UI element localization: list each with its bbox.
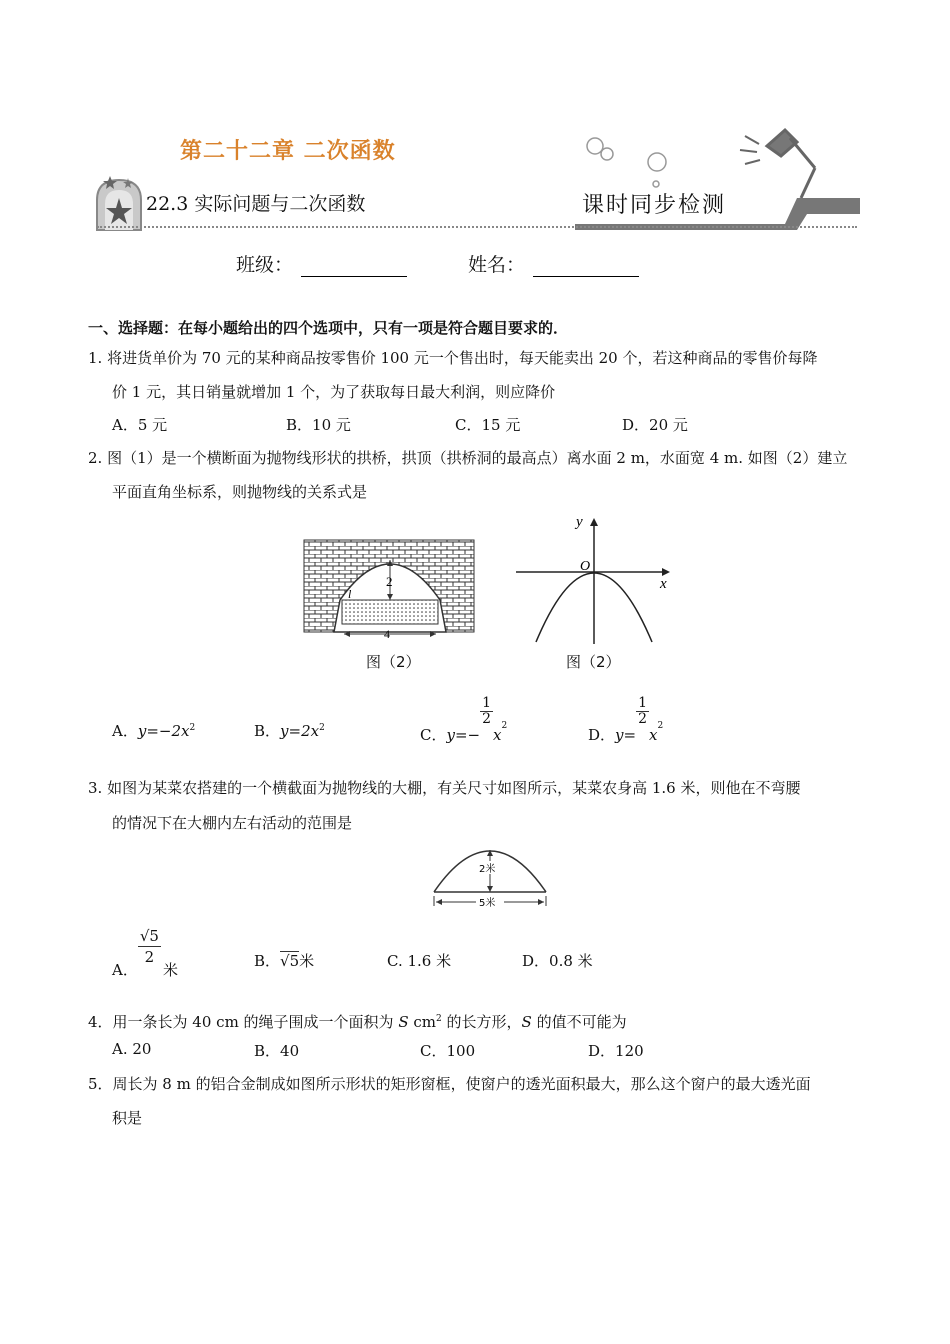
- q3-option-a[interactable]: [112, 926, 178, 979]
- class-label: 班级：: [236, 254, 294, 276]
- q3-greenhouse-figure: [428, 840, 552, 910]
- q3-option-a-letter: A．: [112, 960, 138, 979]
- q4-var-s: S: [398, 1013, 409, 1031]
- q4-text-c: 的长方形，: [441, 1013, 522, 1031]
- q2-option-c-x: x: [493, 725, 502, 744]
- q2-option-b-sq: 2: [319, 723, 325, 733]
- q1-line1: 1. 将进货单价为 70 元的某种商品按零售价 100 元一个售出时，每天能卖出 20 个，若这种商品的零售价每降: [88, 349, 818, 367]
- q4-line1: [88, 1008, 627, 1033]
- q2-option-d-pre: y=: [615, 725, 637, 744]
- q3-width-label: 5米: [479, 898, 496, 909]
- bubble-icon: [648, 153, 666, 171]
- q2-option-c[interactable]: [420, 695, 508, 744]
- q4-var-s2: S: [521, 1013, 532, 1031]
- q2-option-a-expr: y=−2x: [137, 722, 190, 740]
- sync-label: 课时同步检测: [582, 193, 727, 218]
- q3-option-c[interactable]: C. 1.6 米: [387, 952, 452, 970]
- chapter-title: 第二十二章 二次函数: [180, 139, 396, 164]
- q3-option-b-expr: √5: [280, 952, 300, 970]
- q2-option-b-expr: y=2x: [280, 722, 320, 740]
- name-blank[interactable]: [533, 256, 639, 277]
- q3-line2: 的情况下在大棚内左右活动的范围是: [112, 814, 353, 832]
- q1-line2: 价 1 元，其日销量就增加 1 个，为了获取每日最大利润，则应降价: [112, 383, 556, 401]
- name-field: [468, 250, 639, 277]
- q1-option-c[interactable]: C．15 元: [455, 416, 521, 434]
- bubble-icon: [587, 138, 603, 154]
- fig1-width-label: 4: [384, 627, 390, 638]
- q1-option-b[interactable]: B．10 元: [286, 416, 351, 434]
- q3-line1: 3. 如图为某菜农搭建的一个横截面为抛物线的大棚，有关尺寸如图所示，某菜农身高 1.6 米，则他在不弯腰: [88, 779, 801, 797]
- q3-option-d[interactable]: D．0.8 米: [522, 952, 593, 970]
- section-title: 22.3 实际问题与二次函数: [146, 193, 366, 215]
- bubble-icon: [601, 148, 613, 160]
- q2-option-b-letter: B．: [254, 722, 281, 740]
- q2-figure2-parabola: [510, 512, 675, 647]
- fig1-height-label: 2: [386, 574, 393, 589]
- banner-divider: [97, 226, 857, 232]
- q2-figure1-arch-bridge: [300, 538, 480, 638]
- q2-option-c-pre: y=−: [446, 725, 481, 744]
- origin-label: O: [580, 559, 591, 574]
- q2-option-a[interactable]: [112, 720, 195, 741]
- q3-option-b[interactable]: [254, 950, 314, 971]
- q2-option-d-sq: 2: [657, 720, 664, 731]
- frac-num: 1: [638, 695, 647, 711]
- q3-height-label: 2米: [479, 864, 496, 875]
- q2-option-c-letter: C．: [420, 725, 447, 744]
- q2-option-c-sq: 2: [501, 720, 508, 731]
- fig1-l-label: l: [348, 587, 352, 601]
- q2-option-b[interactable]: [254, 720, 325, 741]
- q5-line2: 积是: [112, 1109, 143, 1127]
- q1-option-a[interactable]: A．5 元: [112, 416, 168, 434]
- frac-den: 2: [144, 948, 155, 966]
- star-emblem-icon: [97, 176, 141, 230]
- q3-option-b-unit: 米: [299, 952, 315, 970]
- frac-num: 1: [482, 695, 492, 711]
- q3-option-a-unit: 米: [162, 960, 178, 979]
- frac-num: √5: [139, 927, 159, 945]
- q2-option-a-letter: A．: [112, 722, 138, 740]
- q4-text-a: 4．用一条长为 40 cm 的绳子围成一个面积为: [88, 1013, 399, 1031]
- q3-option-a-fraction: [138, 926, 161, 967]
- q2-option-d[interactable]: [588, 695, 664, 744]
- q2-option-d-letter: D．: [588, 725, 616, 744]
- desk-lamp-icon: [740, 130, 815, 198]
- class-blank[interactable]: [301, 256, 407, 277]
- q2-line2: 平面直角坐标系，则抛物线的关系式是: [112, 483, 368, 501]
- q2-option-d-fraction: [636, 696, 649, 727]
- q4-sq: 2: [436, 1014, 442, 1024]
- axis-y-label: y: [576, 514, 583, 530]
- name-label: 姓名：: [468, 254, 526, 276]
- frac-den: 2: [482, 711, 492, 727]
- q2-option-d-x: x: [649, 725, 658, 744]
- q1-option-d[interactable]: D．20 元: [622, 416, 688, 434]
- class-field: [236, 250, 407, 277]
- q2-option-a-sq: 2: [189, 723, 196, 733]
- q2-fig1-caption: 图（2）: [366, 653, 421, 671]
- q4-text-b: cm: [408, 1013, 437, 1031]
- q4-option-b[interactable]: B．40: [254, 1042, 300, 1060]
- frac-den: 2: [638, 711, 647, 727]
- q4-text-d: 的值不可能为: [531, 1013, 627, 1031]
- q2-line1: 2. 图（1）是一个横断面为抛物线形状的拱桥，拱顶（拱桥洞的最高点）离水面 2 m，水面宽 4 m. 如图（2）建立: [88, 449, 848, 467]
- axis-x-label: x: [660, 576, 667, 592]
- bubble-icon: [653, 181, 659, 187]
- q4-option-a[interactable]: A. 20: [112, 1040, 152, 1058]
- q4-option-d[interactable]: D．120: [588, 1042, 644, 1060]
- q4-option-c[interactable]: C．100: [420, 1042, 476, 1060]
- q3-option-b-letter: B．: [254, 952, 281, 970]
- section1-heading: 一、选择题：在每小题给出的四个选项中，只有一项是符合题目要求的．: [88, 319, 569, 337]
- q2-option-c-fraction: [480, 696, 493, 727]
- q2-fig2-caption: 图（2）: [566, 653, 621, 671]
- q5-line1: 5．周长为 8 m 的铝合金制成如图所示形状的矩形窗框，使窗户的透光面积最大，那么这个窗户的最大透光面: [88, 1075, 811, 1093]
